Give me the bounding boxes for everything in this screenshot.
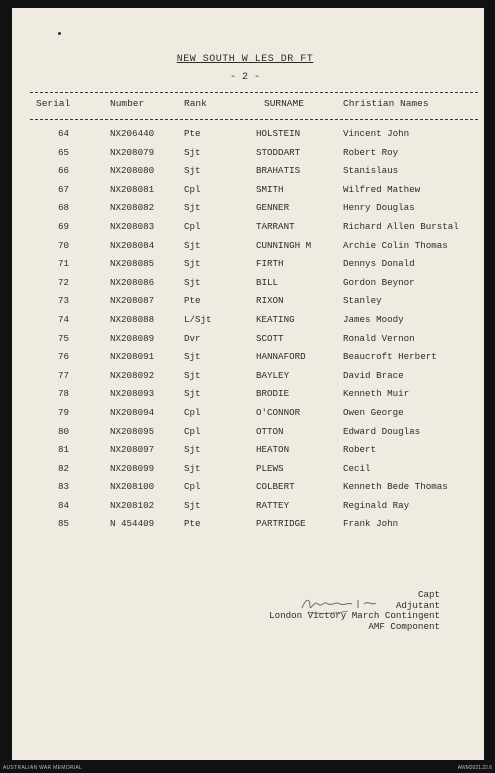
rank-cell: Cpl xyxy=(184,183,201,195)
service-number-cell: NX208092 xyxy=(110,369,155,381)
serial-cell: 74 xyxy=(58,313,70,325)
rank-cell: Sjt xyxy=(184,462,201,474)
header-top-rule xyxy=(30,92,478,93)
christian-names-cell: Richard Allen Burstal xyxy=(343,220,459,232)
surname-cell: GENNER xyxy=(256,202,290,214)
rank-cell: Sjt xyxy=(184,499,201,511)
rank-cell: Sjt xyxy=(184,202,201,214)
signatory-rank: Capt xyxy=(417,589,440,600)
table-row xyxy=(0,277,495,296)
header-bottom-rule xyxy=(30,119,478,120)
surname-cell: BRAHATIS xyxy=(256,165,301,177)
surname-cell: FIRTH xyxy=(256,258,284,270)
serial-cell: 76 xyxy=(58,351,70,363)
header-serial: Serial xyxy=(36,98,71,109)
surname-cell: SCOTT xyxy=(256,332,284,344)
table-row xyxy=(0,463,495,482)
christian-names-cell: Reginald Ray xyxy=(343,499,410,511)
surname-cell: BILL xyxy=(256,276,279,288)
serial-cell: 81 xyxy=(58,444,70,456)
service-number-cell: NX208085 xyxy=(110,258,155,270)
christian-names-cell: Owen George xyxy=(343,406,404,418)
service-number-cell: NX208079 xyxy=(110,146,155,158)
surname-cell: RIXON xyxy=(256,295,284,307)
christian-names-cell: Kenneth Muir xyxy=(343,388,410,400)
archive-reference: AWM2021.22.6 xyxy=(457,765,492,771)
table-row xyxy=(0,240,495,259)
service-number-cell: N 454409 xyxy=(110,518,155,530)
table-row xyxy=(0,500,495,519)
serial-cell: 67 xyxy=(58,183,70,195)
column-headers xyxy=(0,98,495,112)
christian-names-cell: Vincent John xyxy=(343,128,410,139)
rank-cell: L/Sjt xyxy=(184,313,212,325)
serial-cell: 80 xyxy=(58,425,70,437)
christian-names-cell: Edward Douglas xyxy=(343,425,421,437)
surname-cell: PARTRIDGE xyxy=(256,518,306,530)
surname-cell: COLBERT xyxy=(256,481,295,493)
rank-cell: Sjt xyxy=(184,351,201,363)
table-row xyxy=(0,184,495,203)
christian-names-cell: Henry Douglas xyxy=(343,202,415,214)
surname-cell: BAYLEY xyxy=(256,369,290,381)
rank-cell: Cpl xyxy=(184,425,201,437)
table-row xyxy=(0,426,495,445)
serial-cell: 78 xyxy=(58,388,70,400)
rank-cell: Sjt xyxy=(184,146,201,158)
rank-cell: Cpl xyxy=(184,481,201,493)
serial-cell: 85 xyxy=(58,518,70,530)
surname-cell: O'CONNOR xyxy=(256,406,301,418)
service-number-cell: NX208093 xyxy=(110,388,155,400)
service-number-cell: NX206440 xyxy=(110,128,155,139)
table-row xyxy=(0,128,495,147)
signature-block xyxy=(250,590,440,632)
table-row xyxy=(0,314,495,333)
serial-cell: 82 xyxy=(58,462,70,474)
rank-cell: Pte xyxy=(184,518,201,530)
surname-cell: HANNAFORD xyxy=(256,351,306,363)
surname-cell: BRODIE xyxy=(256,388,290,400)
table-row xyxy=(0,388,495,407)
signatory-role: Adjutant xyxy=(395,599,440,611)
christian-names-cell: Stanislaus xyxy=(343,165,399,177)
contingent-name: London Victory March Contingent xyxy=(269,610,440,621)
serial-cell: 65 xyxy=(58,146,70,158)
surname-cell: SMITH xyxy=(256,183,284,195)
service-number-cell: NX208087 xyxy=(110,295,155,307)
serial-cell: 79 xyxy=(58,406,70,418)
table-row xyxy=(0,481,495,500)
serial-cell: 70 xyxy=(58,239,70,251)
surname-cell: CUNNINGH M xyxy=(256,239,312,251)
ink-dot xyxy=(58,32,61,35)
rank-cell: Cpl xyxy=(184,220,201,232)
serial-cell: 73 xyxy=(58,295,70,307)
service-number-cell: NX208097 xyxy=(110,444,155,456)
rank-cell: Pte xyxy=(184,128,201,139)
christian-names-cell: Wilfred Mathew xyxy=(343,183,421,195)
surname-cell: HEATON xyxy=(256,444,290,456)
serial-cell: 71 xyxy=(58,258,70,270)
table-row xyxy=(0,221,495,240)
service-number-cell: NX208091 xyxy=(110,351,155,363)
service-number-cell: NX208084 xyxy=(110,239,155,251)
serial-cell: 72 xyxy=(58,276,70,288)
rank-cell: Sjt xyxy=(184,258,201,270)
rank-cell: Sjt xyxy=(184,388,201,400)
table-row xyxy=(0,165,495,184)
nominal-roll-table xyxy=(0,128,495,537)
service-number-cell: NX208088 xyxy=(110,313,155,325)
rank-cell: Sjt xyxy=(184,369,201,381)
surname-cell: KEATING xyxy=(256,313,295,325)
rank-cell: Dvr xyxy=(184,332,201,344)
header-surname: SURNAME xyxy=(264,98,304,109)
serial-cell: 75 xyxy=(58,332,70,344)
table-row xyxy=(0,444,495,463)
serial-cell: 83 xyxy=(58,481,70,493)
rank-cell: Sjt xyxy=(184,276,201,288)
table-row xyxy=(0,333,495,352)
christian-names-cell: Frank John xyxy=(343,518,399,530)
surname-cell: OTTON xyxy=(256,425,284,437)
page-number: - 2 - xyxy=(229,72,260,83)
table-row xyxy=(0,518,495,537)
service-number-cell: NX208100 xyxy=(110,481,155,493)
table-row xyxy=(0,370,495,389)
service-number-cell: NX208102 xyxy=(110,499,155,511)
service-number-cell: NX208080 xyxy=(110,165,155,177)
serial-cell: 64 xyxy=(58,128,70,139)
table-row xyxy=(0,202,495,221)
surname-cell: TARRANT xyxy=(256,220,295,232)
christian-names-cell: David Brace xyxy=(343,369,404,381)
surname-cell: PLEWS xyxy=(256,462,284,474)
christian-names-cell: James Moody xyxy=(343,313,404,325)
christian-names-cell: Archie Colin Thomas xyxy=(343,239,448,251)
header-christian-names: Christian Names xyxy=(343,98,429,109)
christian-names-cell: Stanley xyxy=(343,295,382,307)
christian-names-cell: Cecil xyxy=(343,462,371,474)
table-row xyxy=(0,295,495,314)
header-rank: Rank xyxy=(184,98,207,109)
service-number-cell: NX208081 xyxy=(110,183,155,195)
serial-cell: 84 xyxy=(58,499,70,511)
document-title: NEW SOUTH W LES DR FT xyxy=(176,54,314,65)
service-number-cell: NX208094 xyxy=(110,406,155,418)
serial-cell: 77 xyxy=(58,369,70,381)
header-number: Number xyxy=(110,98,145,109)
christian-names-cell: Robert Roy xyxy=(343,146,399,158)
component-name: AMF Component xyxy=(368,620,440,632)
archive-credit: AUSTRALIAN WAR MEMORIAL xyxy=(3,765,83,771)
christian-names-cell: Gordon Beynor xyxy=(343,276,415,288)
service-number-cell: NX208095 xyxy=(110,425,155,437)
christian-names-cell: Kenneth Bede Thomas xyxy=(343,481,448,493)
service-number-cell: NX208086 xyxy=(110,276,155,288)
rank-cell: Cpl xyxy=(184,406,201,418)
rank-cell: Sjt xyxy=(184,239,201,251)
christian-names-cell: Dennys Donald xyxy=(343,258,415,270)
service-number-cell: NX208083 xyxy=(110,220,155,232)
service-number-cell: NX208082 xyxy=(110,202,155,214)
rank-cell: Pte xyxy=(184,295,201,307)
table-row xyxy=(0,351,495,370)
service-number-cell: NX208099 xyxy=(110,462,155,474)
rank-cell: Sjt xyxy=(184,165,201,177)
table-row xyxy=(0,258,495,277)
serial-cell: 66 xyxy=(58,165,70,177)
rank-cell: Sjt xyxy=(184,444,201,456)
christian-names-cell: Ronald Vernon xyxy=(343,332,415,344)
christian-names-cell: Beaucroft Herbert xyxy=(343,351,437,363)
surname-cell: HOLSTEIN xyxy=(256,128,301,139)
christian-names-cell: Robert xyxy=(343,444,377,456)
surname-cell: STODDART xyxy=(256,146,301,158)
table-row xyxy=(0,147,495,166)
service-number-cell: NX208089 xyxy=(110,332,155,344)
table-row xyxy=(0,407,495,426)
serial-cell: 68 xyxy=(58,202,70,214)
surname-cell: RATTEY xyxy=(256,499,290,511)
serial-cell: 69 xyxy=(58,220,70,232)
